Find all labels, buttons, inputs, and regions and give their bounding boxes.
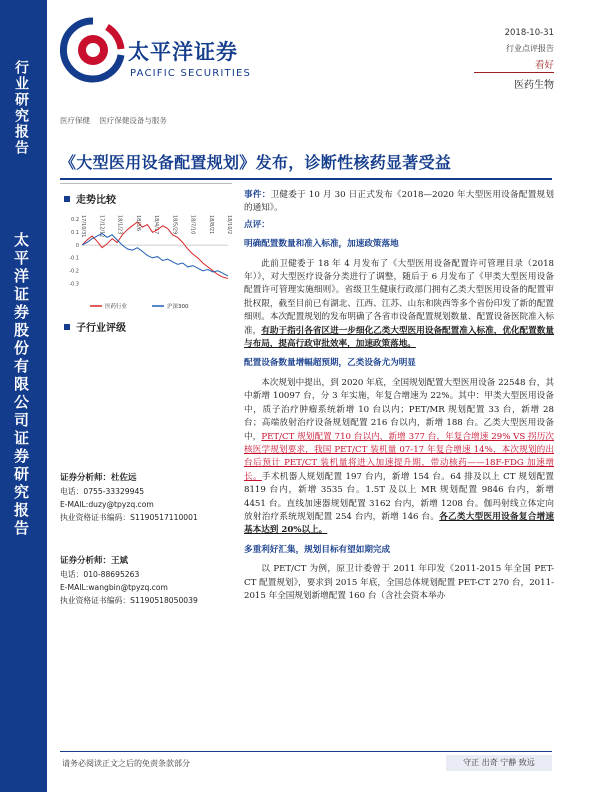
analyst-card: 证券分析师：王斌 电话：010-88695263 E-MAIL:wangbin@tpyzq.com 执业资格证书编码：S1190518050039: [60, 556, 198, 605]
bullet-square-icon: [64, 324, 70, 330]
series-line: [82, 234, 228, 276]
analyst-license: S1190517110001: [130, 513, 198, 522]
analyst-card: 证券分析师：杜佐远 电话：0755-33329945 E-MAIL:duzy@tpyzq.com 执业资格证书编码：S1190517110001: [60, 473, 198, 522]
footer-divider: [60, 751, 552, 752]
x-tick-label: 18/5/29: [171, 215, 178, 235]
x-tick-label: 18/3/6: [134, 215, 141, 232]
section-heading: 明确配置数量和准入标准，加速政策落地: [244, 239, 399, 250]
analyst-email[interactable]: duzy@tpyzq.com: [88, 500, 154, 509]
main-body: [244, 189, 554, 606]
report-category-vertical: 行业研究报告: [13, 60, 29, 156]
analyst-name: 杜佐远: [111, 473, 137, 483]
x-tick-label: 18/8/21: [207, 215, 214, 235]
trend-comparison-heading: 走势比较: [64, 191, 116, 206]
sector-tag: 医疗保健设备与服务: [99, 116, 167, 125]
x-tick-label: 18/7/10: [189, 215, 196, 235]
analyst-phone: 0755-33329945: [83, 487, 145, 496]
report-type: 行业点评报告: [506, 44, 554, 53]
trend-chart: [60, 205, 235, 317]
sub-industry-rating-heading: 子行业评级: [64, 319, 126, 334]
title-divider: [60, 178, 552, 180]
rating-divider: [474, 72, 554, 73]
body-paragraph: 此前卫健委于 18 年 4 月发布了《大型医用设备配置许可管理目录（2018 年）》，对大型医疗设备分类进行了调整，随后于 6 月发布了《甲类大型医用设备配置许可管理实施细则》。省级卫生健康行政部门拥有乙类大型医用设备的配置审批权限，截至目前已有湖北、江西、江苏、山东和陕西等多个省份印发了新的配置细则。本次配置规划的发布明确了各省市设备配置规划数量、配置设备医院准入标准，有助于指引各省区进一步细化乙类大型医用设备配置准入标准，优化配置数量与布局，提高行政审批效率，加速政策落地。: [244, 258, 554, 350]
comment-label: 点评：: [244, 219, 270, 230]
highlighted-text: PET/CT 规划配置 710 台以内，新增 377 台，年复合增速 29% VS 拐历次核医学规划要求，我国 PET/CT 装机量 07-17 年复合增速 14%，本次规划的出台后预计 PET/CT 装机量将进入加速提升期，带动核药——18F-FDG 加速增长。: [244, 431, 554, 482]
legend-label: 沪深300: [167, 304, 189, 310]
body-paragraph: 本次规划中提出，到 2020 年底，全国规划配置大型医用设备 22548 台，其中新增 10097 台，分 3 年实施，年复合增速为 22%。其中：甲类大型医用设备中，质子治疗肿瘤系统新增 10 台以内；PET/MR 规划配置 33 台，新增 28 台；高端放射治疗设备规划配置 216 台以内，新增 188 台。乙类大型医用设备中，PET/CT 规划配置 710 台以内，新增 377 台，年复合增速 29% VS 拐历次核医学规划要求，我国 PET/CT 装机量 07-17 年复合增速 14%，本次规划的出台后预计 PET/CT 装机量将进入加速提升期，带动核药——18F-FDG 加速增长。手术机器人规划配置 197 台内，新增 154 台。64 排及以上 CT 规划配置 8119 台内，新增 3535 台。1.5T 及以上 MR 规划配置 9846 台内，新增 4451 台。直线加速器规划配置 3162 台内，新增 1208 台。伽玛射线立体定向放射治疗系统规划配置 254 台内，新增 146 台。各乙类大型医用设备复合增速基本达到 20%以上。: [244, 377, 554, 536]
analyst-phone: 010-88695263: [83, 570, 140, 579]
brand-name-en: PACIFIC SECURITIES: [130, 68, 252, 79]
firm-name-vertical: 太平洋证券股份有限公司证券研究报告: [12, 232, 30, 538]
analyst-license: S1190518050039: [130, 596, 198, 605]
brand-name-cn: 太平洋证券: [128, 40, 238, 64]
sidebar-divider: [60, 183, 232, 184]
x-tick-label: 18/10/2: [226, 215, 232, 235]
industry-rating: 看好: [534, 60, 554, 71]
y-tick-label: -0.1: [69, 255, 79, 262]
x-tick-label: 17/12/12: [98, 215, 105, 238]
event-paragraph: 事件：卫健委于 10 月 30 日正式发布《2018—2020 年大型医用设备配置规划的通知》。: [244, 190, 554, 214]
report-date: 2018-10-31: [504, 28, 554, 38]
y-tick-label: 0.2: [71, 217, 79, 224]
y-tick-label: -0.2: [69, 268, 79, 275]
x-tick-label: 18/4/17: [153, 215, 159, 235]
section-heading: 配置设备数量增幅超预期，乙类设备尤为明显: [244, 358, 416, 369]
x-tick-label: 18/1/23: [116, 215, 123, 235]
report-title: 《大型医用设备配置规划》发布，诊断性核药显著受益: [60, 153, 452, 172]
sector-tag: 医疗保健: [60, 116, 90, 125]
section-heading: 多重利好汇集，规划目标有望如期完成: [244, 544, 391, 555]
company-motto: 守正 出奇 宁静 致远: [446, 755, 552, 771]
bullet-square-icon: [64, 196, 70, 202]
disclaimer-note: 请务必阅读正文之后的免责条款部分: [62, 759, 190, 768]
x-tick-label: 17/10/31: [80, 215, 86, 238]
y-tick-label: 0.1: [71, 230, 79, 237]
pacific-securities-logo-icon: [58, 15, 128, 85]
analyst-name: 王斌: [111, 556, 129, 566]
y-tick-label: 0: [75, 242, 79, 249]
analyst-email[interactable]: wangbin@tpyzq.com: [88, 583, 168, 592]
y-tick-label: -0.3: [69, 281, 79, 288]
body-paragraph: 以 PET/CT 为例，原卫计委曾于 2011 年印发《2011-2015 年全国 PET-CT 配置规划》，要求到 2015 年底，全国总体规划配置 PET-CT 270 台，2011-2015 年全国规划新增配置 160 台（含社会资本举办: [244, 564, 554, 601]
legend-label: 医药行业: [105, 304, 128, 310]
sector-tags: [60, 115, 174, 126]
industry-name: 医药生物: [514, 80, 554, 91]
